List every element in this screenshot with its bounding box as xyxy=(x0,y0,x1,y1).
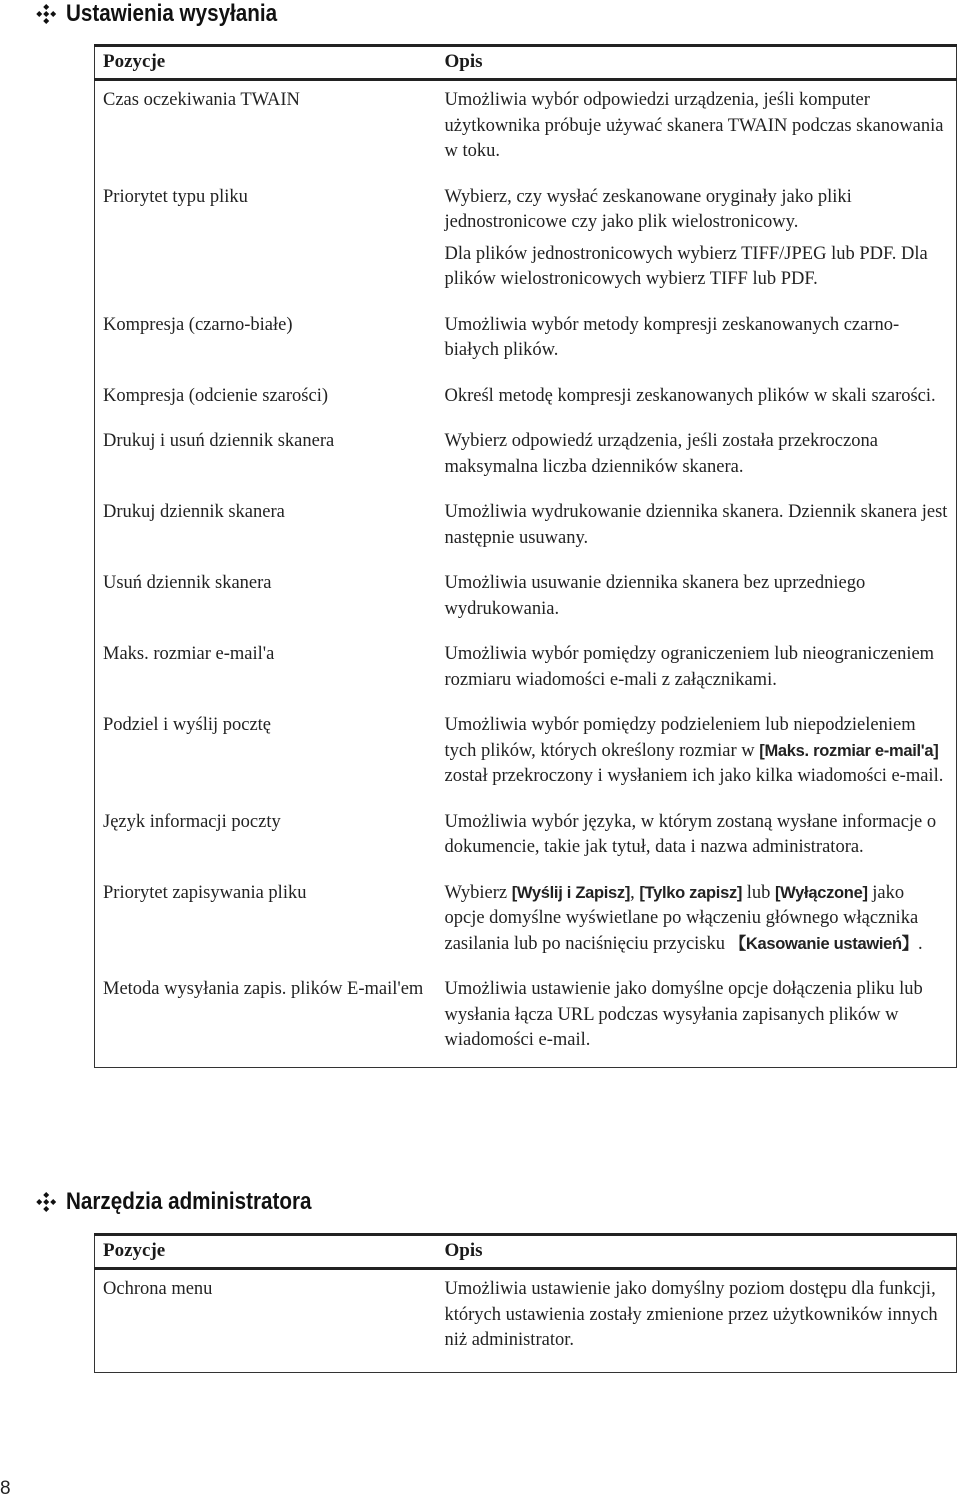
description-fragment: . xyxy=(918,933,923,954)
item-description xyxy=(437,635,957,706)
description-fragment: Wybierz xyxy=(444,882,512,903)
section-title: Ustawienia wysyłania xyxy=(66,0,278,27)
item-description xyxy=(437,1269,957,1373)
description-text: Dla plików jednostronicowych wybierz TIFF/JPEG lub PDF. Dla plików wielostronicowych wybierz TIFF lub PDF. xyxy=(444,243,928,289)
table-row xyxy=(95,422,957,493)
item-name: Maks. rozmiar e-mail'a xyxy=(103,644,275,664)
column-header-description: Opis xyxy=(437,1235,957,1269)
table-row xyxy=(95,306,957,377)
setting-key-reference: [Wyłączone] xyxy=(774,883,868,902)
section-title: Narzędzia administratora xyxy=(66,1188,312,1215)
description-text: Umożliwia ustawienie jako domyślne opcje dołączenia pliku lub wysłania łącza URL podczas wysyłania zapisanych plików w wiadomości e-mail. xyxy=(444,979,923,1050)
item-description xyxy=(437,970,957,1067)
item-name: Metoda wysyłania zapis. plików E-mail'em xyxy=(103,979,424,999)
item-name: Usuń dziennik skanera xyxy=(103,573,272,593)
table-row xyxy=(95,377,957,423)
item-name: Język informacji poczty xyxy=(103,811,281,832)
table-row xyxy=(95,1269,957,1373)
item-name: Drukuj i usuń dziennik skanera xyxy=(103,431,335,451)
table-row xyxy=(95,803,957,874)
description-text: Umożliwia wybór odpowiedzi urządzenia, jeśli komputer użytkownika próbuje używać skanera TWAIN podczas skanowania w toku. xyxy=(444,90,944,161)
description-text xyxy=(445,713,949,790)
item-description xyxy=(437,377,957,423)
table-row xyxy=(95,80,957,178)
item-name: Kompresja (czarno-białe) xyxy=(103,314,293,335)
item-name: Priorytet zapisywania pliku xyxy=(103,882,307,903)
table-row xyxy=(95,970,957,1067)
description-fragment: Umożliwia wybór pomiędzy podzieleniem lub niepodzieleniem tych plików, których określony rozmiar w xyxy=(444,715,916,761)
item-description xyxy=(437,706,957,803)
item-description xyxy=(437,422,957,493)
item-name: Drukuj dziennik skanera xyxy=(103,502,285,522)
item-description xyxy=(437,803,957,874)
table-row xyxy=(95,874,957,971)
setting-key-reference: [Maks. rozmiar e-mail'a] xyxy=(759,741,939,760)
description-text: Umożliwia wydrukowanie dziennika skanera. Dziennik skanera jest następnie usuwany. xyxy=(444,502,948,548)
description-text: Umożliwia ustawienie jako domyślny poziom dostępu dla funkcji, których ustawienia zostały zmienione przez użytkowników innych niż administrator. xyxy=(444,1279,938,1350)
table-header-row xyxy=(95,46,957,80)
item-name: Kompresja (odcienie szarości) xyxy=(103,385,328,406)
item-description xyxy=(437,80,957,178)
item-name: Czas oczekiwania TWAIN xyxy=(103,90,300,110)
description-fragment: lub xyxy=(742,882,775,903)
description-fragment: jako opcje domyślne wyświetlane po włączeniu głównego włącznika zasilania lub po naciśnięciu przycisku xyxy=(444,882,919,954)
column-header-description: Opis xyxy=(437,46,957,80)
page-number: 8 xyxy=(0,1478,11,1499)
description-text: Określ metodę kompresji zeskanowanych plików w skali szarości. xyxy=(444,385,936,406)
description-text: Umożliwia wybór pomiędzy ograniczeniem lub nieograniczeniem rozmiaru wiadomości e-mali z załącznikami. xyxy=(444,644,935,690)
table-row xyxy=(95,493,957,564)
section-heading-admin-tools xyxy=(66,1188,311,1216)
table-header-row xyxy=(95,1235,957,1269)
item-name: Priorytet typu pliku xyxy=(103,186,248,207)
description-text: Umożliwia wybór języka, w którym zostaną wysłane informacje o dokumencie, takie jak tytuł, data i nazwa administratora. xyxy=(444,811,937,857)
setting-key-reference: [Tylko zapisz] xyxy=(639,883,743,902)
item-description xyxy=(437,306,957,377)
table-row xyxy=(95,564,957,635)
table-row xyxy=(95,178,957,306)
description-text: Umożliwia wybór metody kompresji zeskanowanych czarno-białych plików. xyxy=(444,314,900,360)
hardware-key-reference: 【Kasowanie ustawień】 xyxy=(729,934,919,953)
column-header-items: Pozycje xyxy=(95,1235,437,1269)
description-fragment: , xyxy=(630,882,640,903)
item-description xyxy=(437,564,957,635)
item-description xyxy=(437,874,957,971)
description-text: Wybierz, czy wysłać zeskanowane oryginały jako pliki jednostronicowe czy jako plik wielostronicowy. xyxy=(444,186,852,232)
column-header-items: Pozycje xyxy=(95,46,437,80)
section-heading-send-settings xyxy=(66,0,277,28)
table-row xyxy=(95,706,957,803)
four-diamond-icon xyxy=(35,3,57,25)
description-text xyxy=(445,881,949,958)
four-diamond-icon xyxy=(35,1191,57,1213)
item-name: Ochrona menu xyxy=(103,1279,213,1299)
send-settings-table xyxy=(94,44,957,1068)
setting-key-reference: [Wyślij i Zapisz] xyxy=(511,883,631,902)
item-name: Podziel i wyślij pocztę xyxy=(103,715,272,735)
description-fragment: został przekroczony i wysłaniem ich jako kilka wiadomości e-mail. xyxy=(444,766,944,786)
description-text: Wybierz odpowiedź urządzenia, jeśli została przekroczona maksymalna liczba dzienników skanera. xyxy=(444,431,878,477)
item-description xyxy=(437,493,957,564)
admin-tools-table xyxy=(94,1233,957,1373)
item-description xyxy=(437,178,957,306)
table-row xyxy=(95,635,957,706)
description-text: Umożliwia usuwanie dziennika skanera bez uprzedniego wydrukowania. xyxy=(444,573,866,619)
